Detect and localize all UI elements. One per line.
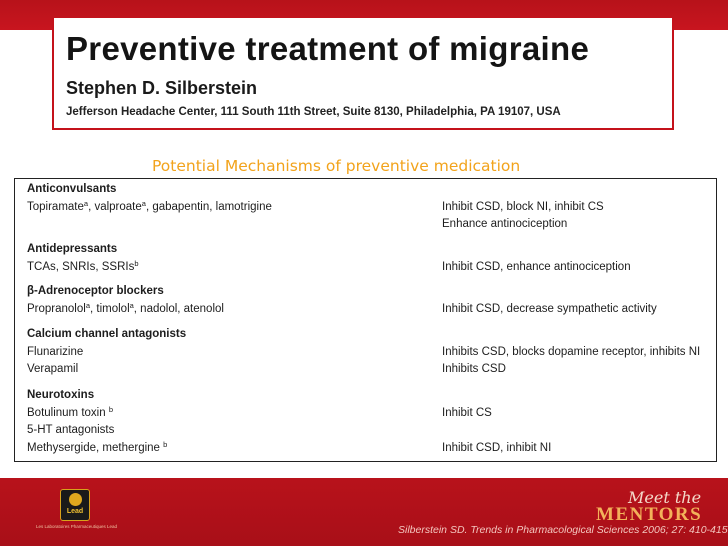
footnote-mark: b [163,440,168,449]
paper-title: Preventive treatment of migraine [66,30,590,67]
drug-names [27,201,272,213]
footnote-mark: a [83,199,89,208]
table-row [27,201,711,217]
logo-text: Lead [66,508,84,515]
drug-names [27,407,113,419]
drug-text: , nadolol, atenolol [133,303,224,315]
logo-caption: Les Laboratoires Pharmaceutiques Lead [36,524,118,529]
drug-class-label: Anticonvulsants [27,183,117,195]
drug-class-label: Antidepressants [27,243,118,255]
drug-text: , valproate [88,201,142,213]
paper-author: Stephen D. Silberstein [66,78,258,98]
table-group-header [27,328,711,344]
mechanism-text: Enhance antinociception [442,218,568,230]
mechanism-text: Inhibit CSD, decrease sympathetic activity [442,303,657,315]
brand-mentors: MENTORS [596,504,703,525]
drug-names [27,303,224,315]
mechanism-text: Inhibit CSD, inhibit NI [442,442,552,454]
table-row [27,442,711,458]
footnote-mark: b [134,259,139,268]
table-row [27,346,711,362]
drug-text: Propranolol [27,303,86,315]
mechanism-text: Inhibit CSD, enhance antinociception [442,261,631,273]
drug-text: , gabapentin, lamotrigine [145,201,272,213]
drug-names [27,261,139,273]
table-group-header [27,285,711,301]
slide-subtitle: Potential Mechanisms of preventive medication [152,157,521,175]
drug-text: Methysergide, methergine [27,442,164,454]
table-row [27,303,711,319]
drug-class-label: Calcium channel antagonists [27,328,187,340]
table-row [27,363,711,379]
drug-class-label: Neurotoxins [27,389,95,401]
table-row [27,424,711,440]
table-group-header [27,389,711,405]
mechanism-text: Inhibits CSD [442,363,506,375]
footnote-mark: b [108,405,113,414]
logo-emblem-icon [69,493,82,506]
footnote-mark: a [85,301,90,310]
drug-text: , timolol [90,303,130,315]
brand-meet-the: Meet the [628,488,702,507]
mechanism-table [14,178,717,462]
table-group-header [27,183,711,199]
mechanism-text: Inhibit CS [442,407,492,419]
drug-text: Botulinum toxin [27,407,109,419]
drug-names [27,442,167,454]
paper-affiliation: Jefferson Headache Center, 111 South 11th Street, Suite 8130, Philadelphia, PA 19107, USA [66,106,561,118]
table-row [27,261,711,277]
citation: Silberstein SD. Trends in Pharmacological Sciences 2006; 27: 410-415 [398,524,728,536]
footnote-mark: a [141,199,146,208]
paper-header [52,18,674,130]
table-group-header [27,243,711,259]
drug-class-label: β-Adrenoceptor blockers [27,285,164,297]
drug-text: Topiramate [27,201,84,213]
drug-names: Verapamil [27,363,79,375]
drug-text: TCAs, SNRIs, SSRIs [27,261,135,273]
drug-names: 5-HT antagonists [27,424,115,436]
mechanism-text: Inhibit CSD, block NI, inhibit CS [442,201,604,213]
footnote-mark: a [129,301,134,310]
drug-names: Flunarizine [27,346,84,358]
lead-logo [60,489,90,521]
table-row [27,407,711,423]
mechanism-text: Inhibits CSD, blocks dopamine receptor, inhibits NI [442,346,701,358]
table-row [27,218,711,234]
